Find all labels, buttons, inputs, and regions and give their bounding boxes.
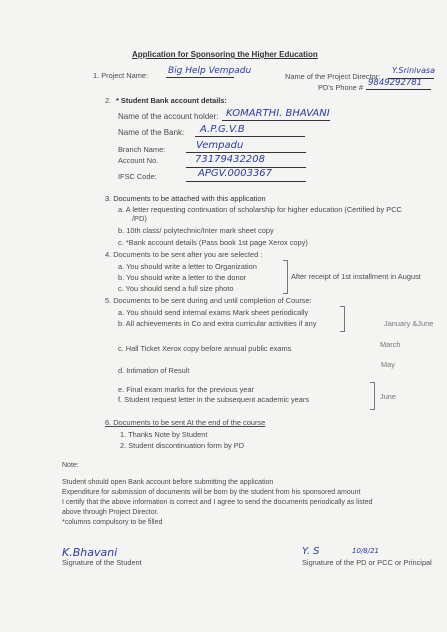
bank-heading: * Student Bank account details: (116, 96, 227, 105)
note-line-4: above through Project Director. (62, 509, 159, 516)
month-march: March (380, 340, 401, 349)
account-holder-label: Name of the account holder: (118, 112, 219, 121)
month-june: June (380, 392, 397, 401)
section5-item-c: c. Hall Ticket Xerox copy before annual public exams (118, 344, 292, 353)
section6-heading: 6. Documents to be sent At the end of the course (105, 418, 266, 427)
branch-line (186, 152, 306, 153)
pd-phone-label: PD's Phone # (318, 83, 363, 92)
student-signature-label: Signature of the Student (62, 558, 142, 567)
project-name-label: 1. Project Name: (93, 71, 149, 80)
project-name-line (166, 77, 234, 78)
section3-item-c: c. *Bank account details (Pass book 1st page Xerox copy) (118, 238, 308, 247)
section5-item-b: b. All achievements in Co and extra curricular activities if any (118, 319, 317, 328)
page-title: Application for Sponsoring the Higher Education (132, 50, 318, 59)
account-no-label: Account No. (118, 156, 159, 165)
project-name-value: Big Help Vempadu (168, 66, 252, 76)
section3-item-a: a. A letter requesting continuation of scholarship for higher education (Certified by PCC (118, 205, 402, 214)
section5-item-d: d. Intimation of Result (118, 366, 190, 375)
ifsc-line (186, 181, 306, 182)
note-line-3: I certify that the above information is correct and I agree to send the documents periodically as listed (62, 499, 373, 506)
bank-name-line (195, 136, 305, 137)
month-january-june: January &June (384, 319, 434, 328)
student-signature: K.Bhavani (62, 546, 118, 559)
pd-signature: Y. S (302, 546, 320, 557)
section4-item-b: b. You should write a letter to the donor (118, 273, 247, 282)
section4-item-c: c. You should send a full size photo (118, 284, 234, 293)
section5-item-f: f. Student request letter in the subsequent academic years (118, 395, 310, 404)
account-no-value: 73179432208 (195, 154, 265, 165)
pd-signature-date: 10/8/21 (352, 547, 379, 555)
section5-item-e: e. Final exam marks for the previous year (118, 385, 254, 394)
section3-item-a-cont: /PD) (132, 214, 147, 223)
section6-item-2: 2. Student discontinuation form by PD (120, 441, 245, 450)
director-value: Y.Srinivasa (392, 66, 435, 75)
bank-name-label: Name of the Bank: (118, 128, 185, 137)
pd-phone-value: 9849292781 (368, 78, 423, 88)
account-holder-line (222, 120, 330, 121)
section5-item-a: a. You should send internal exams Mark sheet periodically (118, 308, 309, 317)
note-line-5: *columns compulsory to be filled (62, 519, 163, 526)
section4-item-a: a. You should write a letter to Organization (118, 262, 257, 271)
bank-name-value: A.P.G.V.B (200, 124, 245, 135)
section3-heading: 3. Documents to be attached with this application (105, 194, 266, 203)
pd-signature-label: Signature of the PD or PCC or Principal (302, 558, 432, 567)
branch-label: Branch Name: (118, 145, 166, 154)
bank-heading-num: 2. (105, 96, 112, 105)
ifsc-label: IFSC Code: (118, 172, 157, 181)
section5-brace-2 (370, 382, 375, 410)
section3-item-b: b. 10th class/ polytechnic/Inter mark sheet copy (118, 226, 274, 235)
pd-phone-line (366, 89, 431, 90)
note-line-1: Student should open Bank account before submitting the application (62, 479, 274, 486)
branch-value: Vempadu (196, 140, 244, 151)
note-label: Note: (62, 462, 79, 469)
section5-brace-1 (340, 306, 345, 332)
note-line-2: Expenditure for submission of documents will be born by the student from his sponsored amount (62, 489, 361, 496)
section4-brace (283, 260, 288, 294)
section6-item-1: 1. Thanks Note by Student (120, 430, 208, 439)
section4-heading: 4. Documents to be sent after you are selected : (105, 250, 263, 259)
account-holder-value: KOMARTHI. BHAVANI (226, 108, 330, 119)
section5-heading: 5. Documents to be sent during and until completion of Course: (105, 296, 312, 305)
director-label: Name of the Project Director: (285, 72, 381, 81)
month-may: May (381, 360, 395, 369)
section4-note: After receipt of 1st installment in August (291, 272, 421, 281)
ifsc-value: APGV.0003367 (198, 168, 273, 179)
